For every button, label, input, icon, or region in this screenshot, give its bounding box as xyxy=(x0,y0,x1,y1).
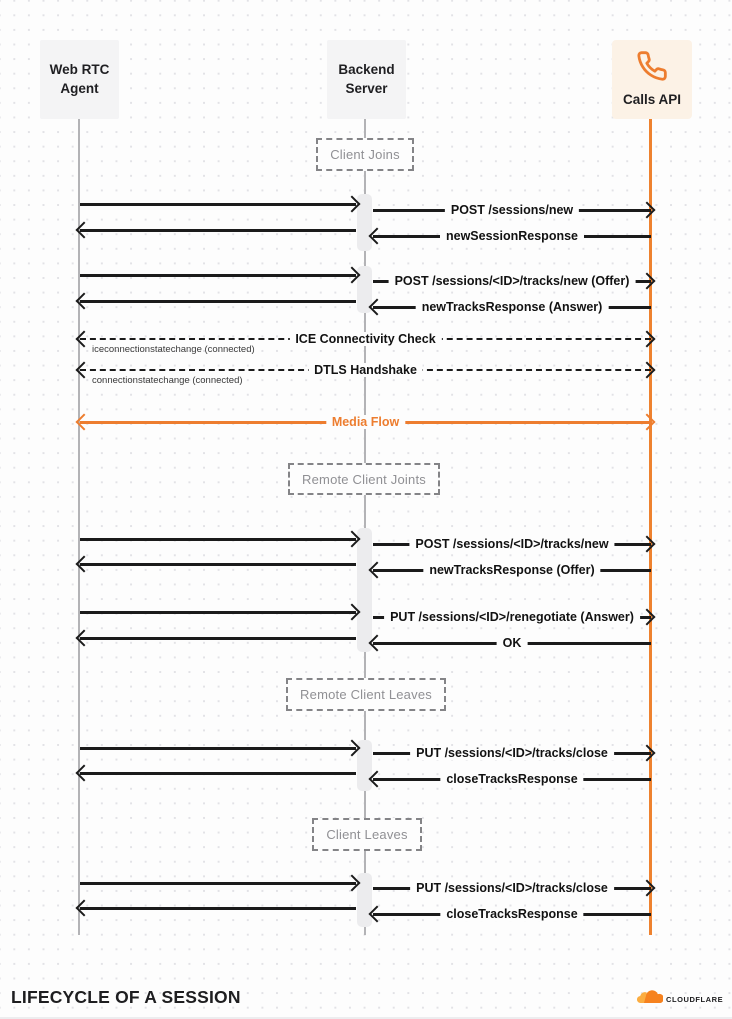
message-label: newTracksResponse (Answer) xyxy=(416,300,609,314)
section-remote-client-leaves xyxy=(286,678,446,711)
actor-label: Backend xyxy=(338,62,395,78)
actor-label: Calls API xyxy=(622,91,682,107)
section-client-leaves xyxy=(312,818,422,851)
arrow-put-tracks-close-2 xyxy=(373,881,651,896)
section-label: Client Joins xyxy=(330,147,400,162)
cloudflare-logo xyxy=(637,988,723,1010)
message-label: PUT /sessions/<ID>/tracks/close xyxy=(410,881,614,895)
actor-calls-api xyxy=(612,40,692,119)
arrow-dtls-handshake xyxy=(80,363,651,386)
message-label: POST /sessions/<ID>/tracks/new xyxy=(409,537,614,551)
arrow-backend-to-agent xyxy=(80,637,356,640)
arrowhead-right-icon xyxy=(639,202,656,219)
arrow-post-tracks-new xyxy=(373,537,651,552)
event-sublabel: iceconnectionstatechange (connected) xyxy=(92,344,255,355)
section-label: Remote Client Joints xyxy=(302,471,426,487)
message-label: closeTracksResponse xyxy=(440,907,583,921)
arrow-new-tracks-response-answer xyxy=(373,300,651,315)
arrowhead-right-icon xyxy=(639,362,656,379)
arrow-new-session-response xyxy=(373,229,651,244)
actor-label: Web RTC xyxy=(49,62,110,78)
actor-backend-server xyxy=(327,40,406,119)
arrow-agent-to-backend xyxy=(80,611,356,614)
cloudflare-wordmark: CLOUDFLARE xyxy=(666,994,724,1004)
arrow-media-flow xyxy=(80,415,651,430)
phone-icon xyxy=(636,50,668,82)
section-remote-client-joints xyxy=(288,463,440,495)
arrow-backend-to-agent xyxy=(80,772,356,775)
arrow-backend-to-agent xyxy=(80,300,356,303)
arrow-backend-to-agent xyxy=(80,563,356,566)
message-label: OK xyxy=(497,636,528,650)
actor-web-rtc-agent xyxy=(40,40,119,119)
arrow-put-renegotiate-answer xyxy=(373,610,651,625)
message-label: DTLS Handshake xyxy=(308,363,423,377)
arrow-agent-to-backend xyxy=(80,882,356,885)
arrow-post-sessions-new xyxy=(373,203,651,218)
arrow-backend-to-agent xyxy=(80,907,356,910)
arrow-close-tracks-response xyxy=(373,772,651,787)
arrowhead-right-icon xyxy=(639,331,656,348)
message-label: PUT /sessions/<ID>/renegotiate (Answer) xyxy=(384,610,640,624)
cloudflare-cloud-icon xyxy=(637,988,663,1010)
arrowhead-right-icon xyxy=(639,880,656,897)
page-title: LIFECYCLE OF A SESSION xyxy=(11,987,241,1007)
arrow-close-tracks-response-2 xyxy=(373,907,651,922)
message-label: closeTracksResponse xyxy=(440,772,583,786)
event-sublabel: connectionstatechange (connected) xyxy=(92,375,243,386)
arrow-new-tracks-response-offer xyxy=(373,563,651,578)
actor-label: Agent xyxy=(60,80,99,96)
message-label: ICE Connectivity Check xyxy=(289,332,441,346)
message-label: newSessionResponse xyxy=(440,229,584,243)
arrowhead-right-icon xyxy=(639,273,656,290)
section-label: Client Leaves xyxy=(326,827,408,842)
message-label: Media Flow xyxy=(326,415,405,429)
arrow-backend-to-agent xyxy=(80,229,356,232)
message-label: POST /sessions/new xyxy=(445,203,579,217)
arrowhead-right-icon xyxy=(639,536,656,553)
arrow-agent-to-backend xyxy=(80,203,356,206)
actor-label: Server xyxy=(345,80,388,96)
arrow-put-tracks-close xyxy=(373,746,651,761)
arrowhead-right-icon xyxy=(639,745,656,762)
arrowhead-right-icon xyxy=(639,609,656,626)
message-label: newTracksResponse (Offer) xyxy=(423,563,600,577)
lifeline-calls-api xyxy=(649,119,652,935)
section-client-joins xyxy=(316,138,414,171)
arrow-ice-connectivity-check xyxy=(80,332,651,355)
arrow-agent-to-backend xyxy=(80,747,356,750)
message-label: PUT /sessions/<ID>/tracks/close xyxy=(410,746,614,760)
lifeline-web-rtc-agent xyxy=(78,119,80,935)
arrow-ok xyxy=(373,636,651,651)
activation-bar xyxy=(357,528,372,652)
message-label: POST /sessions/<ID>/tracks/new (Offer) xyxy=(389,274,636,288)
arrow-post-tracks-new-offer xyxy=(373,274,651,289)
arrowhead-right-icon xyxy=(639,414,656,431)
arrow-agent-to-backend xyxy=(80,538,356,541)
section-label: Remote Client Leaves xyxy=(300,687,432,702)
arrow-agent-to-backend xyxy=(80,274,356,277)
